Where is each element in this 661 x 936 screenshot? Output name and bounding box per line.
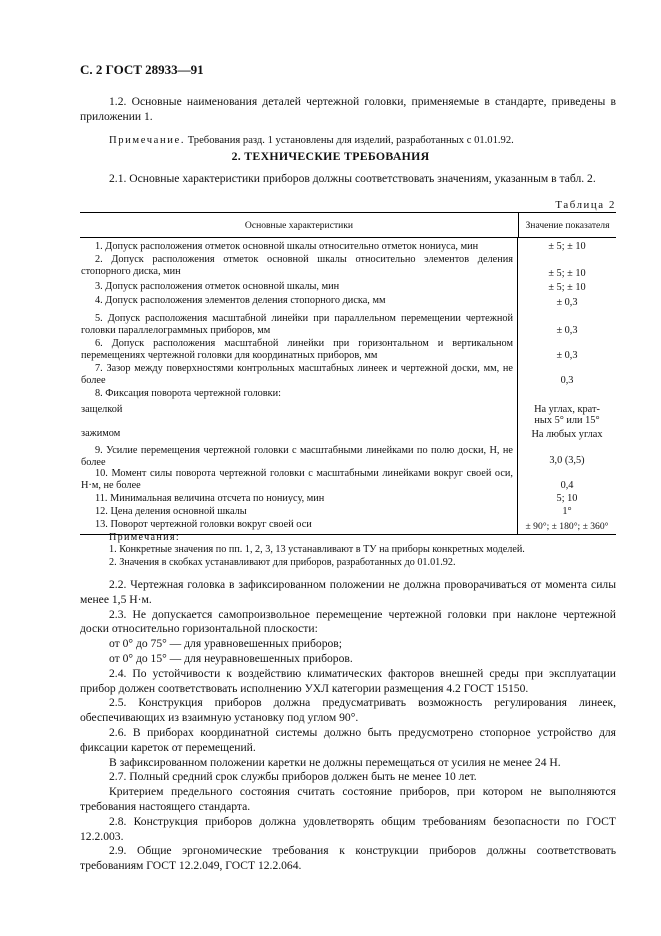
table-row [80,238,616,254]
note-item: 2. Значения в скобках устанавливают для приборов, разработанных до 01.01.92. [109,556,456,568]
paragraph-2-6: 2.6. В приборах координатной системы должно быть предусмотрено стопорное устройство для фиксации кареток от перемещений. [80,725,616,754]
paragraph-2-1: 2.1. Основные характеристики приборов должны соответствовать значениям, указанным в табл. 2. [109,172,596,185]
row-value: ± 0,3 [556,297,578,309]
row-value: ± 0,3 [556,350,578,362]
row-label: 10. Момент силы поворота чертежной головки с масштабными линейками вокруг своей оси, Н·м, не более [80,468,518,493]
row-value: ± 5; ± 10 [548,282,586,294]
row-value: 5; 10 [556,493,578,505]
row-label: 4. Допуск расположения элементов деления стопорного диска, мм [80,295,518,310]
row-value: На углах, крат- ных 5° или 15° [534,404,600,426]
table-row [80,468,616,493]
row-value [518,388,616,402]
row-label: 6. Допуск расположения масштабной линейки при горизонтальном и вертикальном перемещениях чертежной головки для координатных приборов, мм [80,338,518,363]
table-row [80,388,616,402]
row-label: зажимом [80,428,518,442]
table-row [80,493,616,506]
row-label: 9. Усилие перемещения чертежной головки с масштабными линейками по полю доски, Н, не более [80,442,518,468]
notes-heading: Примечания: [109,532,180,543]
characteristics-table [80,212,616,535]
table-row [80,402,616,428]
paragraph-2-7: 2.7. Полный средний срок службы приборов должен быть не менее 10 лет. [109,770,477,784]
row-value: 3,0 (3,5) [549,455,585,467]
table-row [80,363,616,388]
row-label: 1. Допуск расположения отметок основной шкалы относительно отметок нониуса, мин [80,238,518,254]
section-title: 2. ТЕХНИЧЕСКИЕ ТРЕБОВАНИЯ [231,149,430,163]
note-label: Примечание. [109,135,186,146]
row-value: ± 0,3 [556,325,578,337]
table-header [80,212,616,238]
paragraph-2-6-cont: В зафиксированном положении каретки не должны перемещаться от усилия не менее 24 Н. [109,755,561,769]
table-row [80,442,616,468]
table-caption: Таблица 2 [555,199,616,211]
paragraph-2-2: 2.2. Чертежная головка в зафиксированном положении не должна проворачиваться от момента силы менее 1,5 Н·м. [80,578,616,606]
table-row [80,281,616,295]
intro-block [80,94,616,148]
table-row [80,310,616,338]
row-label: 3. Допуск расположения отметок основной шкалы, мин [80,281,518,295]
paragraph-2-1-block [80,171,616,186]
paragraph-2-9: 2.9. Общие эргономические требования к конструкции приборов должны соответствовать требованиям ГОСТ 12.2.049, ГОСТ 12.2.064. [80,844,616,873]
row-label: 8. Фиксация поворота чертежной головки: [80,388,518,402]
row-value: На любых углах [531,429,603,441]
row-value: 1° [562,506,572,518]
table-row [80,338,616,363]
note-text: Требования разд. 1 установлены для изделий, разработанных с 01.01.92. [187,135,514,146]
table-header-characteristics: Основные характеристики [80,213,519,237]
row-label: 13. Поворот чертежной головки вокруг своей оси [80,519,518,534]
table-row [80,506,616,519]
paragraph-2-3-item: от 0° до 15° — для неуравновешенных приборов. [109,651,353,665]
paragraph-2-8: 2.8. Конструкция приборов должна удовлетворять общим требованиям безопасности по ГОСТ 12.2.003. [80,814,616,843]
paragraph-2-5: 2.5. Конструкция приборов должна предусматривать возможность регулирования линеек, обеспечивающих из взаимную установку под углом 90°. [80,696,616,725]
row-label: 11. Минимальная величина отсчета по нониусу, мин [80,493,518,506]
row-label: защелкой [80,402,518,428]
note-item: 1. Конкретные значения по пп. 1, 2, 3, 13 устанавливают в ТУ на приборы конкретных моделей. [109,544,525,556]
paragraph-2-7-cont: Критерием предельного состояния считать состояние приборов, при котором не выполняются требования настоящего стандарта. [80,785,616,813]
row-label: 12. Цена деления основной шкалы [80,506,518,519]
row-label: 7. Зазор между поверхностями контрольных масштабных линеек и чертежной доски, мм, не более [80,363,518,388]
paragraph-1-2: 1.2. Основные наименования деталей чертежной головки, применяемые в стандарте, приведены в приложении 1. [80,95,616,123]
row-value: ± 5; ± 10 [548,241,586,253]
table-row [80,295,616,310]
row-value: ± 5; ± 10 [548,268,586,280]
intro-note [80,133,616,148]
row-value: 0,4 [560,480,574,492]
paragraph-2-4: 2.4. По устойчивости к воздействию климатических факторов внешней среды при эксплуатации прибор должен соответствовать исполнению УХЛ категории размещения 4.2 ГОСТ 15150. [80,666,616,695]
row-label: 2. Допуск расположения отметок основной шкалы относительно элементов деления стопорного диска, мин [80,254,518,281]
requirements-text [80,578,616,874]
table-header-value: Значение показателя [525,219,610,231]
page-header: С. 2 ГОСТ 28933—91 [80,62,204,77]
paragraph-2-3-item: от 0° до 75° — для уравновешенных приборов; [109,637,342,651]
row-value: ± 90°; ± 180°; ± 360° [525,521,609,533]
table-row [80,254,616,281]
row-label: 5. Допуск расположения масштабной линейки при параллельном перемещении чертежной головки параллелограммных приборов, мм [80,310,518,338]
table-notes [80,532,616,569]
table-row [80,428,616,442]
paragraph-2-3: 2.3. Не допускается самопроизвольное перемещение чертежной головки при наклоне чертежной доски относительно горизонтальной плоскости: [80,607,616,636]
row-value: 0,3 [560,375,574,387]
table-body [80,238,616,535]
